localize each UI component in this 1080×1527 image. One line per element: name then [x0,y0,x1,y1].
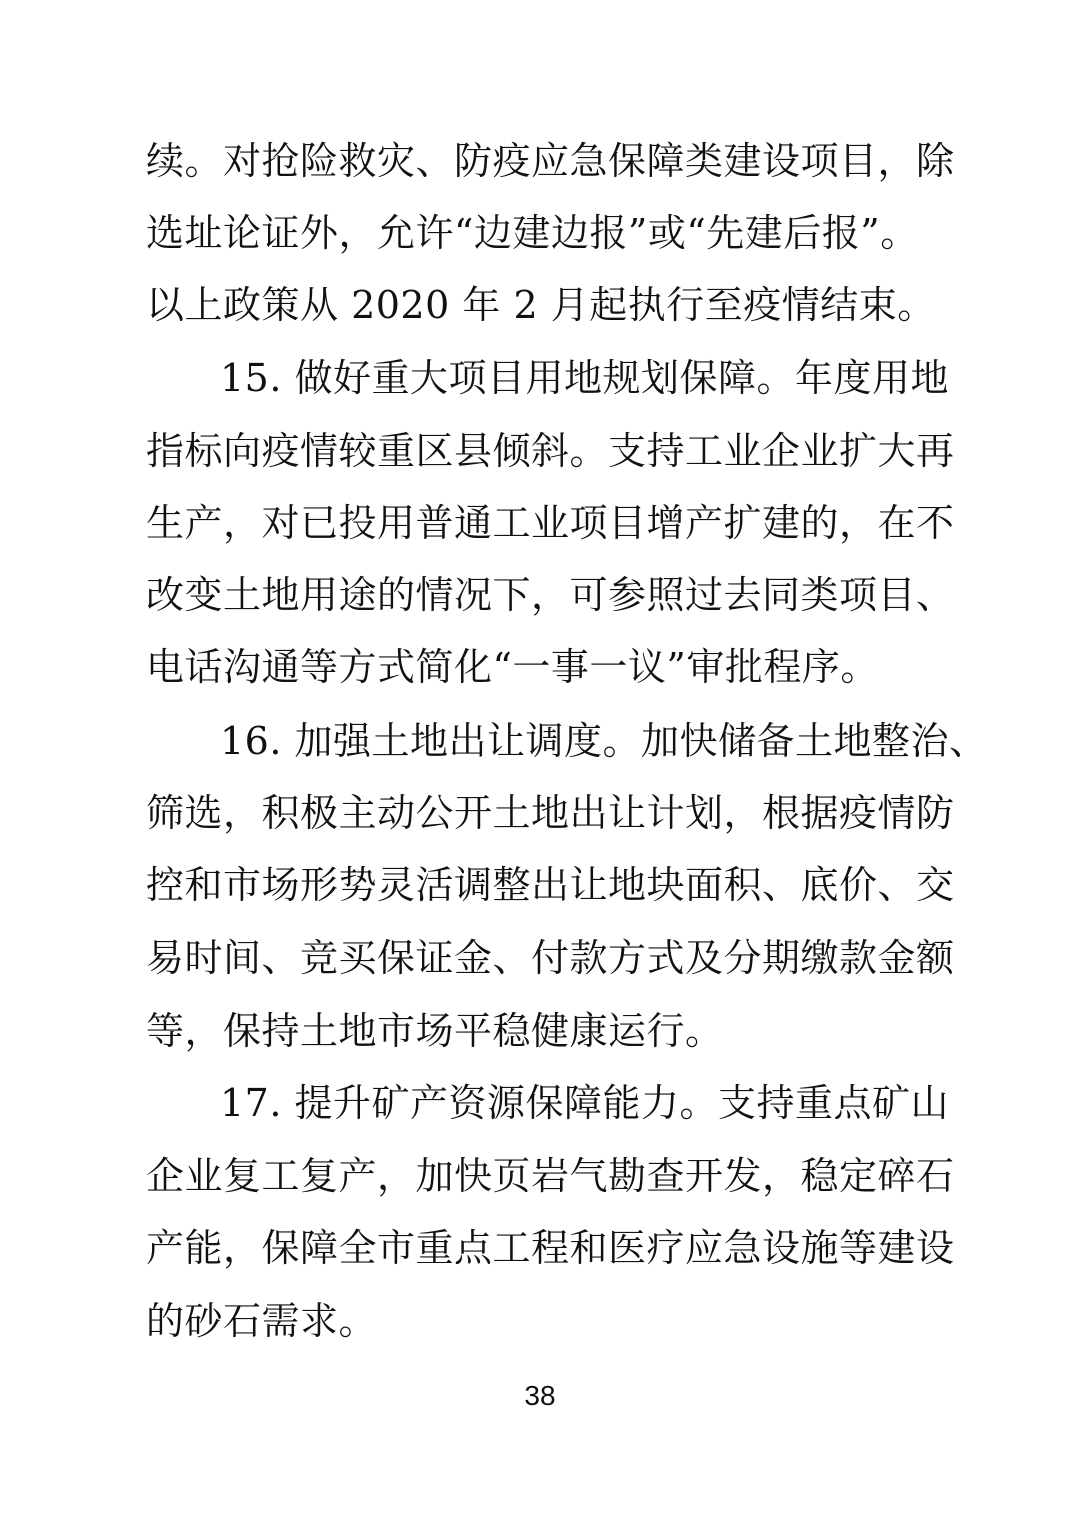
text-line: 指标向疫情较重区县倾斜。支持工业企业扩大再 [146,429,955,473]
text-line: 企业复工复产，加快页岩气勘查开发，稳定碎石 [146,1154,955,1198]
text-line: 电话沟通等方式简化“一事一议”审批程序。 [146,645,879,689]
text-line: 产能，保障全市重点工程和医疗应急设施等建设 [146,1226,955,1270]
text-line: 续。对抢险救灾、防疫应急保障类建设项目，除 [146,139,955,183]
text-line: 改变土地用途的情况下，可参照过去同类项目、 [146,573,955,617]
text-line: 选址论证外，允许“边建边报”或“先建后报”。 [146,211,919,255]
text-line: 生产，对已投用普通工业项目增产扩建的，在不 [146,501,955,545]
section-16-heading-line: 16. 加强土地出让调度。加快储备土地整治、 [220,719,988,763]
text-line: 的砂石需求。 [146,1299,378,1343]
text-line: 以上政策从 2020 年 2 月起执行至疫情结束。 [146,283,936,327]
section-17-heading-line: 17. 提升矿产资源保障能力。支持重点矿山 [220,1081,950,1125]
text-line: 筛选，积极主动公开土地出让计划，根据疫情防 [146,791,955,835]
text-line: 等，保持土地市场平稳健康运行。 [146,1009,724,1053]
text-line: 控和市场形势灵活调整出让地块面积、底价、交 [146,863,955,907]
page-number: 38 [524,1380,556,1411]
text-line: 易时间、竞买保证金、付款方式及分期缴款金额 [146,936,955,980]
section-15-heading-line: 15. 做好重大项目用地规划保障。年度用地 [220,356,950,400]
